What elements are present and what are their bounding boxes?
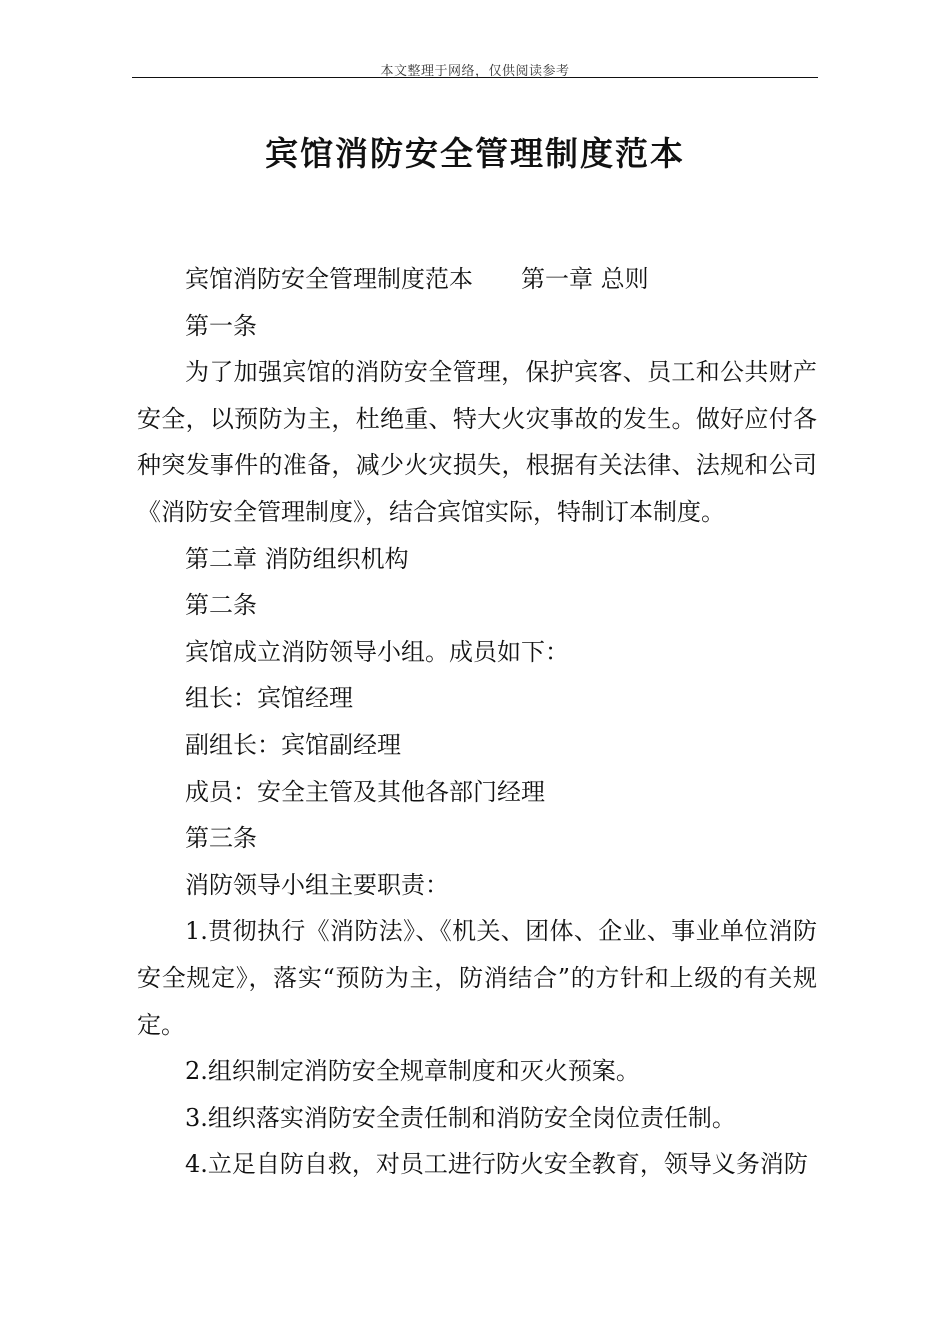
duty-item-2: 2.组织制定消防安全规章制度和灭火预案。: [185, 1057, 640, 1086]
duty-item-3: 3.组织落实消防安全责任制和消防安全岗位责任制。: [185, 1103, 736, 1132]
members-line: 成员：安全主管及其他各部门经理: [185, 777, 545, 806]
article-two-text: 宾馆成立消防领导小组。成员如下：: [185, 637, 569, 666]
header-note: 本文整理于网络，仅供阅读参考: [380, 64, 570, 79]
article-three-heading: 第三条: [185, 824, 257, 853]
document-title: 宾馆消防安全管理制度范本: [265, 134, 685, 173]
duty-item-4: 4.立足自防自救，对员工进行防火安全教育，领导义务消防: [185, 1150, 808, 1179]
article-one-heading: 第一条: [185, 311, 257, 340]
intro-line: [137, 256, 817, 303]
chapter-one-heading: 第一章 总则: [521, 265, 649, 293]
header-divider: [132, 77, 818, 78]
document-body: [137, 256, 817, 1188]
deputy-leader-line: 副组长：宾馆副经理: [185, 730, 401, 759]
intro-doc-name: 宾馆消防安全管理制度范本: [185, 265, 473, 293]
duty-item-1: 1.贯彻执行《消防法》、《机关、团体、企业、事业单位消防安全规定》，落实“预防为主，防消结合”的方针和上级的有关规定。: [137, 917, 817, 1039]
article-two-heading: 第二条: [185, 591, 257, 620]
article-three-text: 消防领导小组主要职责：: [185, 870, 449, 899]
group-leader-line: 组长：宾馆经理: [185, 684, 353, 713]
chapter-two-heading: 第二章 消防组织机构: [185, 544, 409, 573]
article-one-text: 为了加强宾馆的消防安全管理，保护宾客、员工和公共财产安全，以预防为主，杜绝重、特大火灾事故的发生。做好应付各种突发事件的准备，减少火灾损失，根据有关法律、法规和公司《消防安全管理制度》，结合宾馆实际，特制订本制度。: [137, 358, 817, 526]
